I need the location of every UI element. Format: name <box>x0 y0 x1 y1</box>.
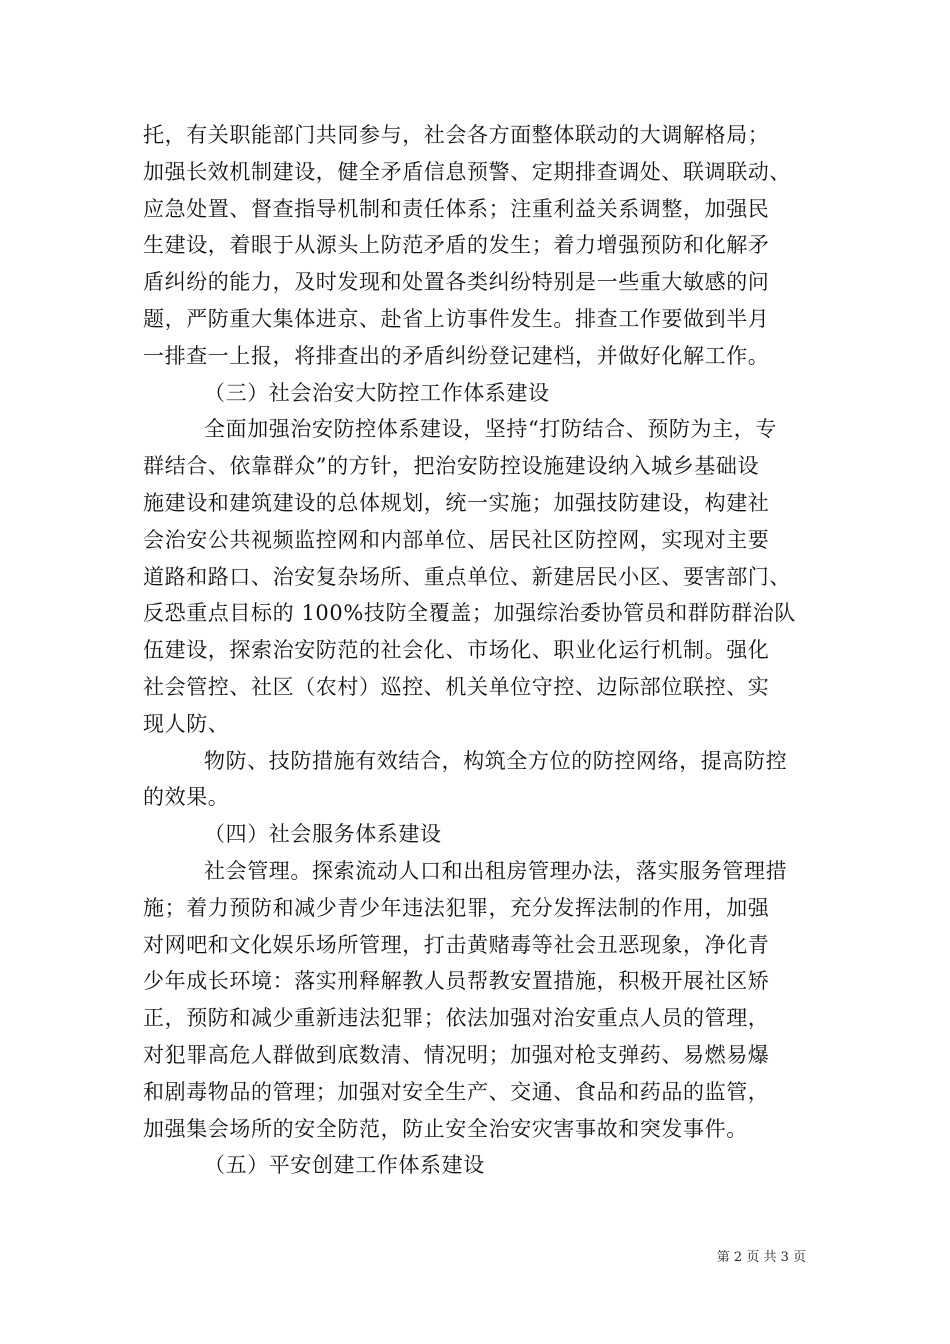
text-line: 群结合、依靠群众”的方针，把治安防控设施建设纳入城乡基础设 <box>143 454 760 479</box>
text-line: 盾纠纷的能力，及时发现和处置各类纠纷特别是一些重大敏感的问 <box>143 270 770 295</box>
text-line: 全面加强治安防控体系建设，坚持“打防结合、预防为主，专 <box>204 417 777 442</box>
text-line: 正，预防和减少重新违法犯罪；依法加强对治安重点人员的管理， <box>143 1006 770 1031</box>
text-line: 现人防、 <box>143 711 230 736</box>
text-line: 施；着力预防和减少青少年违法犯罪，充分发挥法制的作用，加强 <box>143 895 770 920</box>
text-line: 对犯罪高危人群做到底数清、情况明；加强对枪支弹药、易燃易爆 <box>143 1042 770 1067</box>
text-line: 的效果。 <box>143 785 230 810</box>
body-text <box>143 117 823 1184</box>
text-line: 一排查一上报，将排查出的矛盾纠纷登记建档，并做好化解工作。 <box>143 343 770 368</box>
text-line: 题，严防重大集体进京、赴省上访事件发生。排查工作要做到半月 <box>143 306 770 331</box>
text-line: 道路和路口、治安复杂场所、重点单位、新建居民小区、要害部门、 <box>143 564 791 589</box>
text-line: 对网吧和文化娱乐场所管理，打击黄赌毒等社会丑恶现象，净化青 <box>143 932 770 957</box>
text-line: 反恐重点目标的 100%技防全覆盖；加强综治委协管员和群防群治队 <box>143 601 796 626</box>
text-line: 物防、技防措施有效结合，构筑全方位的防控网络，提高防控 <box>204 748 788 773</box>
text-line: 和剧毒物品的管理；加强对安全生产、交通、食品和药品的监管， <box>143 1079 770 1104</box>
text-line: （四）社会服务体系建设 <box>204 822 442 847</box>
text-line: 托，有关职能部门共同参与，社会各方面整体联动的大调解格局； <box>143 123 770 147</box>
text-line: （五）平安创建工作体系建设 <box>204 1153 485 1178</box>
text-line: 会治安公共视频监控网和内部单位、居民社区防控网，实现对主要 <box>143 527 770 552</box>
text-line: （三）社会治安大防控工作体系建设 <box>204 380 550 405</box>
text-line: 生建设，着眼于从源头上防范矛盾的发生；着力增强预防和化解矛 <box>143 233 770 258</box>
text-line: 施建设和建筑建设的总体规划，统一实施；加强技防建设，构建社 <box>143 490 770 515</box>
page-number: 第 2 页 共 3 页 <box>716 1250 806 1265</box>
text-line: 伍建设，探索治安防范的社会化、市场化、职业化运行机制。强化 <box>143 638 770 663</box>
text-line: 加强集会场所的安全防范，防止安全治安灾害事故和突发事件。 <box>143 1116 748 1141</box>
text-line: 应急处置、督查指导机制和责任体系；注重利益关系调整，加强民 <box>143 196 770 221</box>
text-line: 少年成长环境：落实刑释解教人员帮教安置措施，积极开展社区矫 <box>143 969 770 994</box>
text-line: 加强长效机制建设，健全矛盾信息预警、定期排查调处、联调联动、 <box>143 159 791 184</box>
text-line: 社会管理。探索流动人口和出租房管理办法，落实服务管理措 <box>204 858 788 883</box>
text-line: 社会管控、社区（农村）巡控、机关单位守控、边际部位联控、实 <box>143 674 770 699</box>
